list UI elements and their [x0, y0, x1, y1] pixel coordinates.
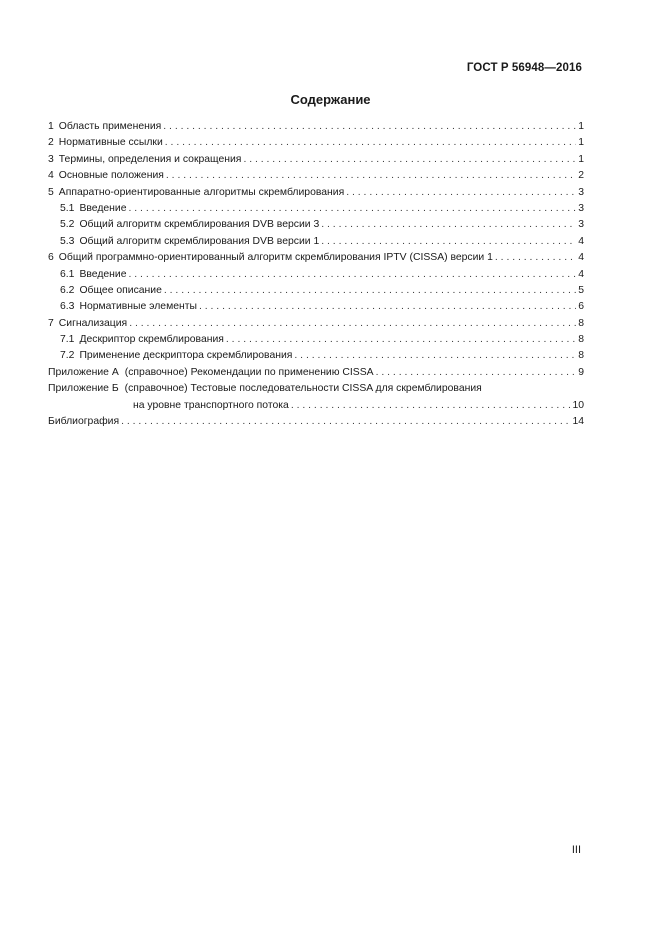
page-ref: 1 [578, 121, 584, 132]
toc-label: Общий программно-ориентированный алгоритм скремблирования IPTV (CISSA) версии 1 [58, 252, 493, 264]
appendix-title: (справочное) Тестовые последовательности CISSA для скремблирования [124, 383, 482, 395]
toc-label: Введение [79, 202, 127, 214]
toc-entry[interactable] [48, 250, 584, 266]
leader-dots [495, 250, 576, 266]
toc-label: Аппаратно-ориентированные алгоритмы скремблирования [58, 186, 345, 198]
toc-entry[interactable] [48, 283, 584, 299]
section-number: 6.2 [60, 284, 75, 296]
toc-entry[interactable] [48, 299, 584, 315]
leader-dots [376, 365, 577, 381]
toc-label: Дескриптор скремблирования [79, 334, 224, 346]
page-ref: 4 [578, 235, 584, 247]
toc-label: Нормативные элементы [79, 301, 197, 313]
section-number: 2 [48, 137, 54, 149]
appendix-prefix: Приложение А [48, 366, 119, 378]
leader-dots [165, 135, 576, 151]
section-number: 3 [48, 153, 54, 165]
section-number: 7 [48, 317, 54, 329]
page-ref: 4 [578, 252, 584, 264]
toc-entry[interactable] [48, 332, 584, 348]
section-number: 5 [48, 186, 54, 198]
section-number: 5.2 [60, 219, 75, 231]
toc-label: Общий алгоритм скремблирования DVB версии 3 [79, 219, 320, 231]
leader-dots [226, 332, 576, 348]
page-ref: 10 [572, 399, 584, 411]
toc-bibliography[interactable] [48, 414, 584, 430]
toc-entry[interactable] [48, 135, 584, 151]
leader-dots [291, 398, 571, 414]
toc-entry[interactable] [48, 217, 584, 233]
page-ref: 8 [578, 350, 584, 362]
toc-entry[interactable] [48, 316, 584, 332]
leader-dots [164, 283, 576, 299]
page-ref: 8 [578, 334, 584, 346]
leader-dots [346, 185, 576, 201]
toc-label: Сигнализация [58, 317, 128, 329]
page-ref: 14 [572, 416, 584, 428]
page-ref: 2 [578, 170, 584, 182]
toc-entry[interactable] [48, 234, 584, 250]
toc-label: Термины, определения и сокращения [58, 153, 242, 165]
section-number: 5.1 [60, 202, 75, 214]
leader-dots [121, 414, 570, 430]
page-ref: 3 [578, 202, 584, 214]
leader-dots [321, 234, 576, 250]
leader-dots [166, 168, 576, 184]
toc-entry[interactable] [48, 348, 584, 364]
leader-dots [243, 152, 576, 168]
leader-dots [321, 217, 576, 233]
toc-label: Общее описание [79, 284, 162, 296]
section-number: 7.1 [60, 334, 75, 346]
section-number: 6.1 [60, 268, 75, 280]
toc-label: Основные положения [58, 170, 164, 182]
leader-dots [163, 119, 576, 135]
section-number: 6.3 [60, 301, 75, 313]
page-title: Содержание [290, 92, 371, 107]
toc-label: Применение дескриптора скремблирования [79, 350, 293, 362]
page-ref: 8 [578, 317, 584, 329]
toc-entry[interactable] [48, 152, 584, 168]
appendix-prefix: Приложение Б [48, 383, 119, 395]
toc-label: Библиография [48, 416, 120, 428]
leader-dots [129, 201, 577, 217]
toc-appendix-a[interactable] [48, 365, 584, 381]
toc-label: Общий алгоритм скремблирования DVB версии 1 [79, 235, 320, 247]
toc-entry[interactable] [48, 201, 584, 217]
appendix-title-continued: на уровне транспортного потока [133, 399, 289, 411]
page-ref: 9 [578, 366, 584, 378]
toc-label: Введение [79, 268, 127, 280]
section-number: 5.3 [60, 235, 75, 247]
toc-entry[interactable] [48, 267, 584, 283]
section-number: 1 [48, 121, 54, 132]
toc-appendix-b[interactable] [48, 381, 584, 414]
toc-entry[interactable] [48, 185, 584, 201]
toc-label: Область применения [58, 121, 162, 132]
section-number: 6 [48, 252, 54, 264]
page-ref: 1 [578, 137, 584, 149]
section-number: 4 [48, 170, 54, 182]
page-ref: 4 [578, 268, 584, 280]
table-of-contents [48, 119, 584, 430]
leader-dots [129, 316, 576, 332]
section-number: 7.2 [60, 350, 75, 362]
leader-dots [199, 299, 576, 315]
toc-entry[interactable] [48, 119, 584, 135]
page-ref: 5 [578, 284, 584, 296]
page-number: III [571, 844, 581, 856]
page-ref: 1 [578, 153, 584, 165]
toc-entry[interactable] [48, 168, 584, 184]
leader-dots [294, 348, 576, 364]
page-ref: 3 [578, 186, 584, 198]
page-ref: 6 [578, 301, 584, 313]
leader-dots [129, 267, 577, 283]
page-ref: 3 [578, 219, 584, 231]
appendix-title: (справочное) Рекомендации по применению CISSA [124, 366, 374, 378]
toc-label: Нормативные ссылки [58, 137, 163, 149]
document-id: ГОСТ Р 56948—2016 [466, 62, 582, 74]
